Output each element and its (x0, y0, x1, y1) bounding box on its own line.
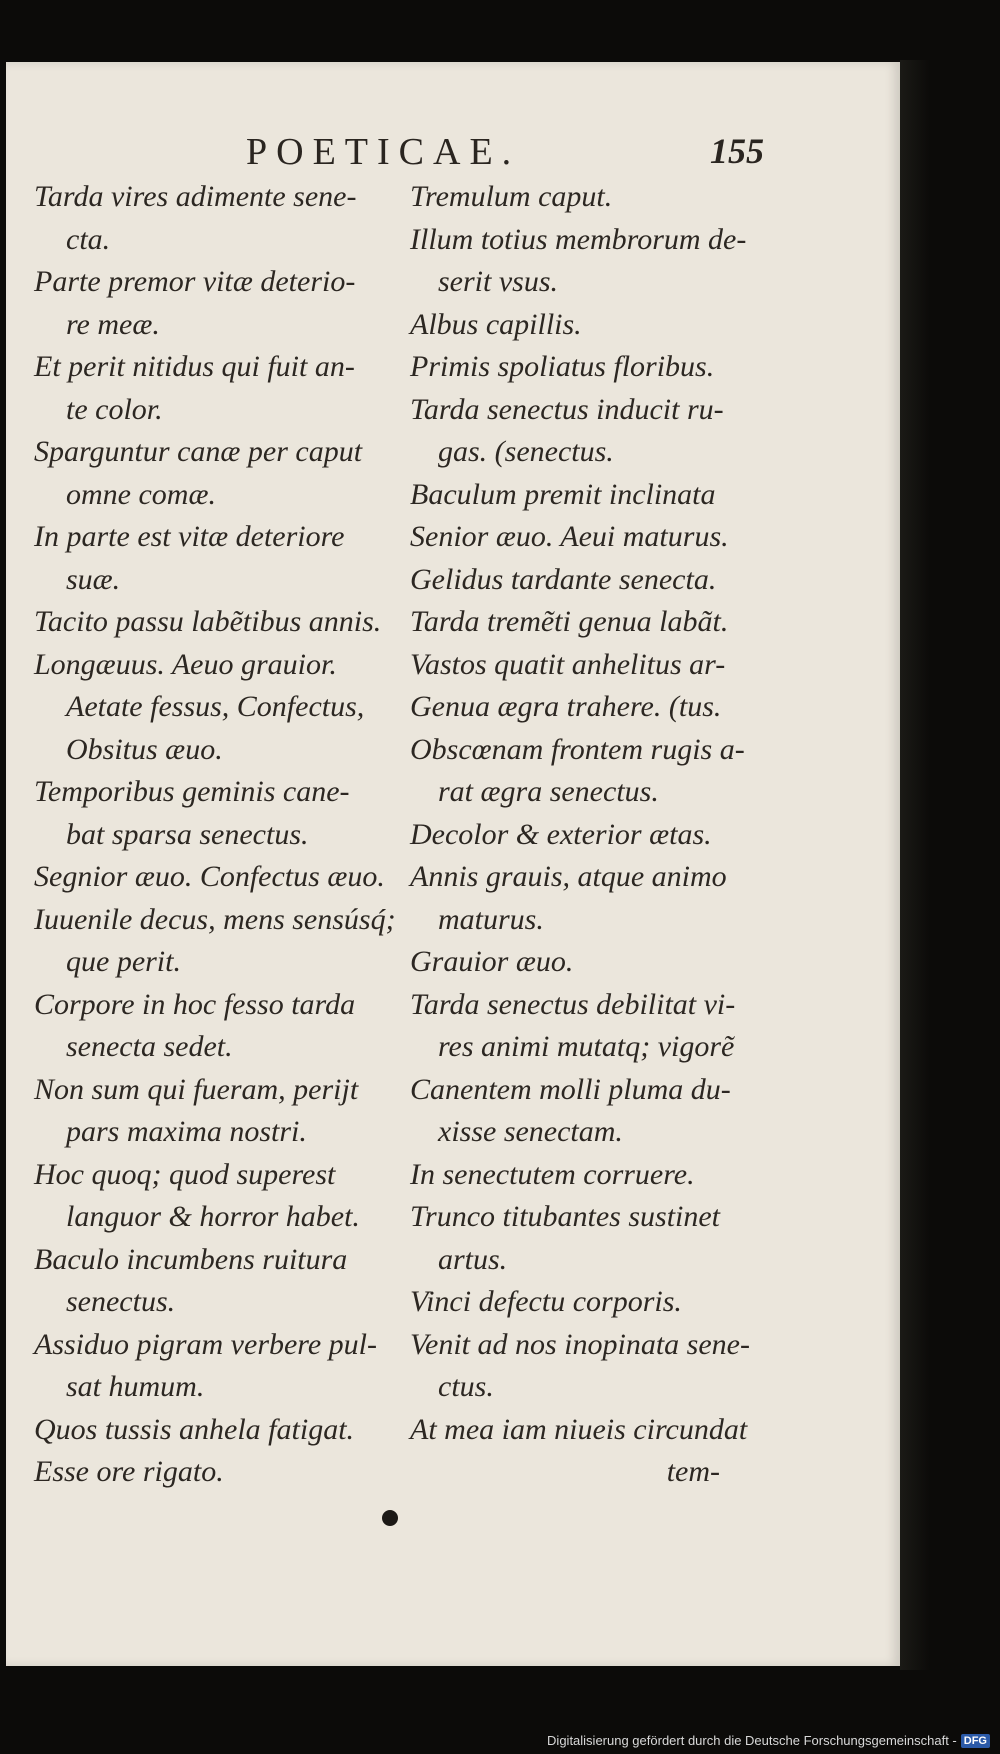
text-line: Corpore in hoc fesso tarda (34, 987, 356, 1021)
text-line: Tarda senectus debilitat vi- (410, 987, 736, 1021)
book-page (6, 62, 900, 1666)
text-line: Baculum premit inclinata (410, 477, 716, 511)
text-line: Obsitus æuo. (66, 732, 223, 766)
text-line: Non sum qui fueram, perijt (34, 1072, 359, 1106)
text-line: suæ. (66, 562, 121, 596)
page-number: 155 (710, 131, 764, 171)
text-line: Obscœnam frontem rugis a- (410, 732, 745, 766)
text-line: Parte premor vitæ deterio- (34, 265, 356, 298)
text-line: omne comæ. (66, 477, 216, 511)
text-line: gas. (senectus. (438, 435, 614, 468)
text-line: senecta sedet. (66, 1030, 233, 1063)
text-line: Esse ore rigato. (34, 1455, 224, 1488)
text-line: Assiduo pigram verbere pul- (34, 1327, 378, 1361)
text-line: Et perit nitidus qui fuit an- (34, 350, 355, 383)
text-line: Annis grauis, atque animo (410, 860, 727, 893)
text-line: Venit ad nos inopinata sene- (410, 1327, 750, 1361)
text-line: Sparguntur canæ per caput (34, 435, 363, 468)
text-line: Temporibus geminis cane- (34, 775, 350, 808)
text-line: Canentem molli pluma du- (410, 1072, 731, 1106)
text-line: Senior æuo. Aeui maturus. (410, 520, 729, 553)
text-line: Segnior æuo. Confectus æuo. (34, 860, 385, 893)
ink-blot (382, 1510, 398, 1526)
text-line: cta. (66, 222, 111, 256)
text-line: Primis spoliatus floribus. (410, 350, 715, 383)
text-line: Quos tussis anhela fatigat. (34, 1412, 355, 1446)
text-line: Albus capillis. (410, 307, 582, 341)
text-line: Aetate fessus, Confectus, (66, 690, 365, 723)
text-line: Tarda vires adimente sene- (34, 180, 357, 213)
right-column (410, 176, 800, 1494)
text-line: Tarda senectus inducit ru- (410, 392, 724, 426)
text-line: Grauior æuo. (410, 945, 574, 978)
text-line: te color. (66, 392, 163, 426)
text-line: At mea iam niueis circundat (410, 1412, 748, 1446)
text-line: Decolor & exterior ætas. (410, 817, 712, 851)
text-line: Genua ægra trahere. (tus. (410, 690, 722, 723)
text-line: que perit. (66, 945, 181, 978)
text-line: senectus. (66, 1285, 176, 1318)
text-line: Vinci defectu corporis. (410, 1285, 682, 1318)
text-line: Tacito passu labẽtibus annis. (34, 605, 382, 638)
text-line: Longæuus. Aeuo grauior. (34, 647, 337, 681)
text-line: pars maxima nostri. (66, 1115, 307, 1148)
text-line: In parte est vitæ deteriore (34, 520, 345, 553)
text-line: languor & horror habet. (66, 1200, 360, 1233)
running-head-title: POETICAE. (246, 131, 521, 173)
text-line: artus. (438, 1242, 508, 1276)
text-line: Iuuenile decus, mens sensúsq́; (34, 902, 396, 936)
text-line: Hoc quoq; quod superest (34, 1157, 336, 1191)
text-line: Tarda tremẽti genua labãt. (410, 605, 729, 638)
page-edge-shadow (900, 60, 930, 1670)
text-line: bat sparsa senectus. (66, 817, 309, 851)
text-line: Illum totius membrorum de- (410, 222, 747, 256)
text-line: Vastos quatit anhelitus ar- (410, 647, 726, 681)
text-line: res animi mutatq; vigorẽ (438, 1030, 735, 1063)
text-line: Baculo incumbens ruitura (34, 1242, 348, 1276)
running-head (6, 130, 900, 173)
text-line: Tremulum caput. (410, 180, 613, 213)
text-line: rat ægra senectus. (438, 775, 659, 808)
text-line: Trunco titubantes sustinet (410, 1200, 721, 1233)
text-line: xisse senectam. (438, 1115, 623, 1148)
text-line: sat humum. (66, 1370, 205, 1403)
text-line: tem- (666, 1455, 720, 1488)
text-line: serit vsus. (438, 265, 558, 298)
text-line: In senectutem corruere. (410, 1157, 695, 1191)
text-line: re meæ. (66, 307, 160, 341)
text-line: Gelidus tardante senecta. (410, 562, 717, 596)
digitization-footer (547, 1733, 990, 1748)
text-line: maturus. (438, 902, 544, 936)
footer-credit: Digitalisierung gefördert durch die Deutsche Forschungsgemeinschaft - (547, 1733, 957, 1748)
dfg-logo: DFG (961, 1734, 990, 1748)
text-line: ctus. (438, 1370, 494, 1403)
left-column (34, 176, 424, 1494)
